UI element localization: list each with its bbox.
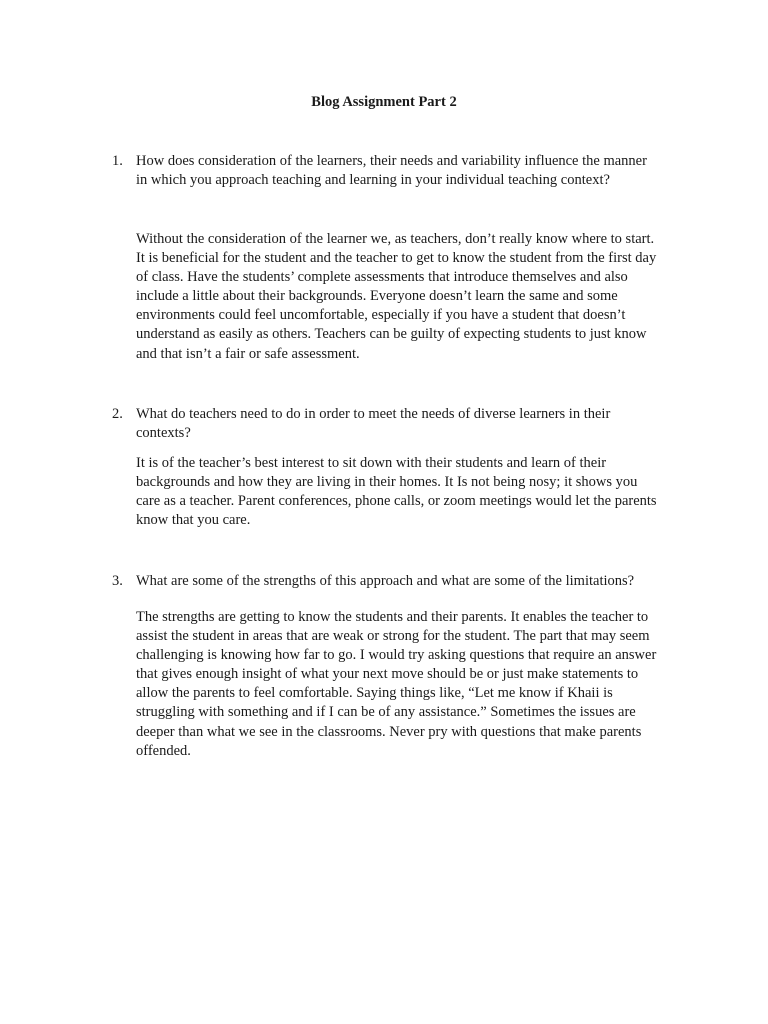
answer-line: understand as easily as others. Teachers can be guilty of expecting students to just know [136,326,647,343]
answer-line: that gives enough insight of what your next move should be or just make statements to [136,666,639,683]
answer-line: of class. Have the students’ complete assessments that introduce themselves and also [136,269,628,286]
answer-line: allow the parents to feel comfortable. Saying things like, “Let me know if Khaii is [136,685,613,702]
question-number: 1. [112,153,123,169]
question-text [136,405,672,443]
answer-line: struggling with something and if I can be of any assistance.” Sometimes the issues are [136,704,636,721]
answer-line: backgrounds and how they are living in their homes. It Is not being nosy; it shows you [136,474,638,491]
answer-line: environments could feel uncomfortable, especially if you have a student that doesn’t [136,307,626,324]
question-line: in which you approach teaching and learning in your individual teaching context? [136,172,610,188]
answer-line: The strengths are getting to know the students and their parents. It enables the teacher to [136,609,649,625]
answer-text [136,230,672,364]
answer-line: It is beneficial for the student and the teacher to get to know the student from the first day [136,250,657,267]
answer-line: know that you care. [136,512,251,529]
question-text [136,572,672,591]
document-title: Blog Assignment Part 2 [311,94,457,110]
question-line: What are some of the strengths of this approach and what are some of the limitations? [136,573,635,589]
question-line: What do teachers need to do in order to meet the needs of diverse learners in their [136,406,611,422]
question-text [136,152,672,190]
question-block-2 [112,405,672,530]
question-line: contexts? [136,425,191,441]
answer-text [136,454,672,530]
question-block-1 [112,152,672,364]
answer-line: include a little about their backgrounds. Everyone doesn’t learn the same and some [136,288,618,305]
answer-line: challenging is knowing how far to go. I would try asking questions that require an answer [136,647,657,664]
answer-line: It is of the teacher’s best interest to sit down with their students and learn of their [136,455,607,471]
question-number: 2. [112,406,123,422]
question-block-3 [112,572,672,761]
answer-text [136,608,672,761]
question-number: 3. [112,573,123,589]
answer-line: offended. [136,742,191,759]
answer-line: assist the student in areas that are weak or strong for the student. The part that may seem [136,628,650,645]
answer-line: deeper than what we see in the classrooms. Never pry with questions that make parents [136,723,642,740]
answer-line: and that isn’t a fair or safe assessment. [136,345,360,362]
question-line: How does consideration of the learners, their needs and variability influence the manner [136,153,647,169]
answer-line: Without the consideration of the learner we, as teachers, don’t really know where to start. [136,231,655,247]
answer-line: care as a teacher. Parent conferences, phone calls, or zoom meetings would let the parents [136,493,657,510]
